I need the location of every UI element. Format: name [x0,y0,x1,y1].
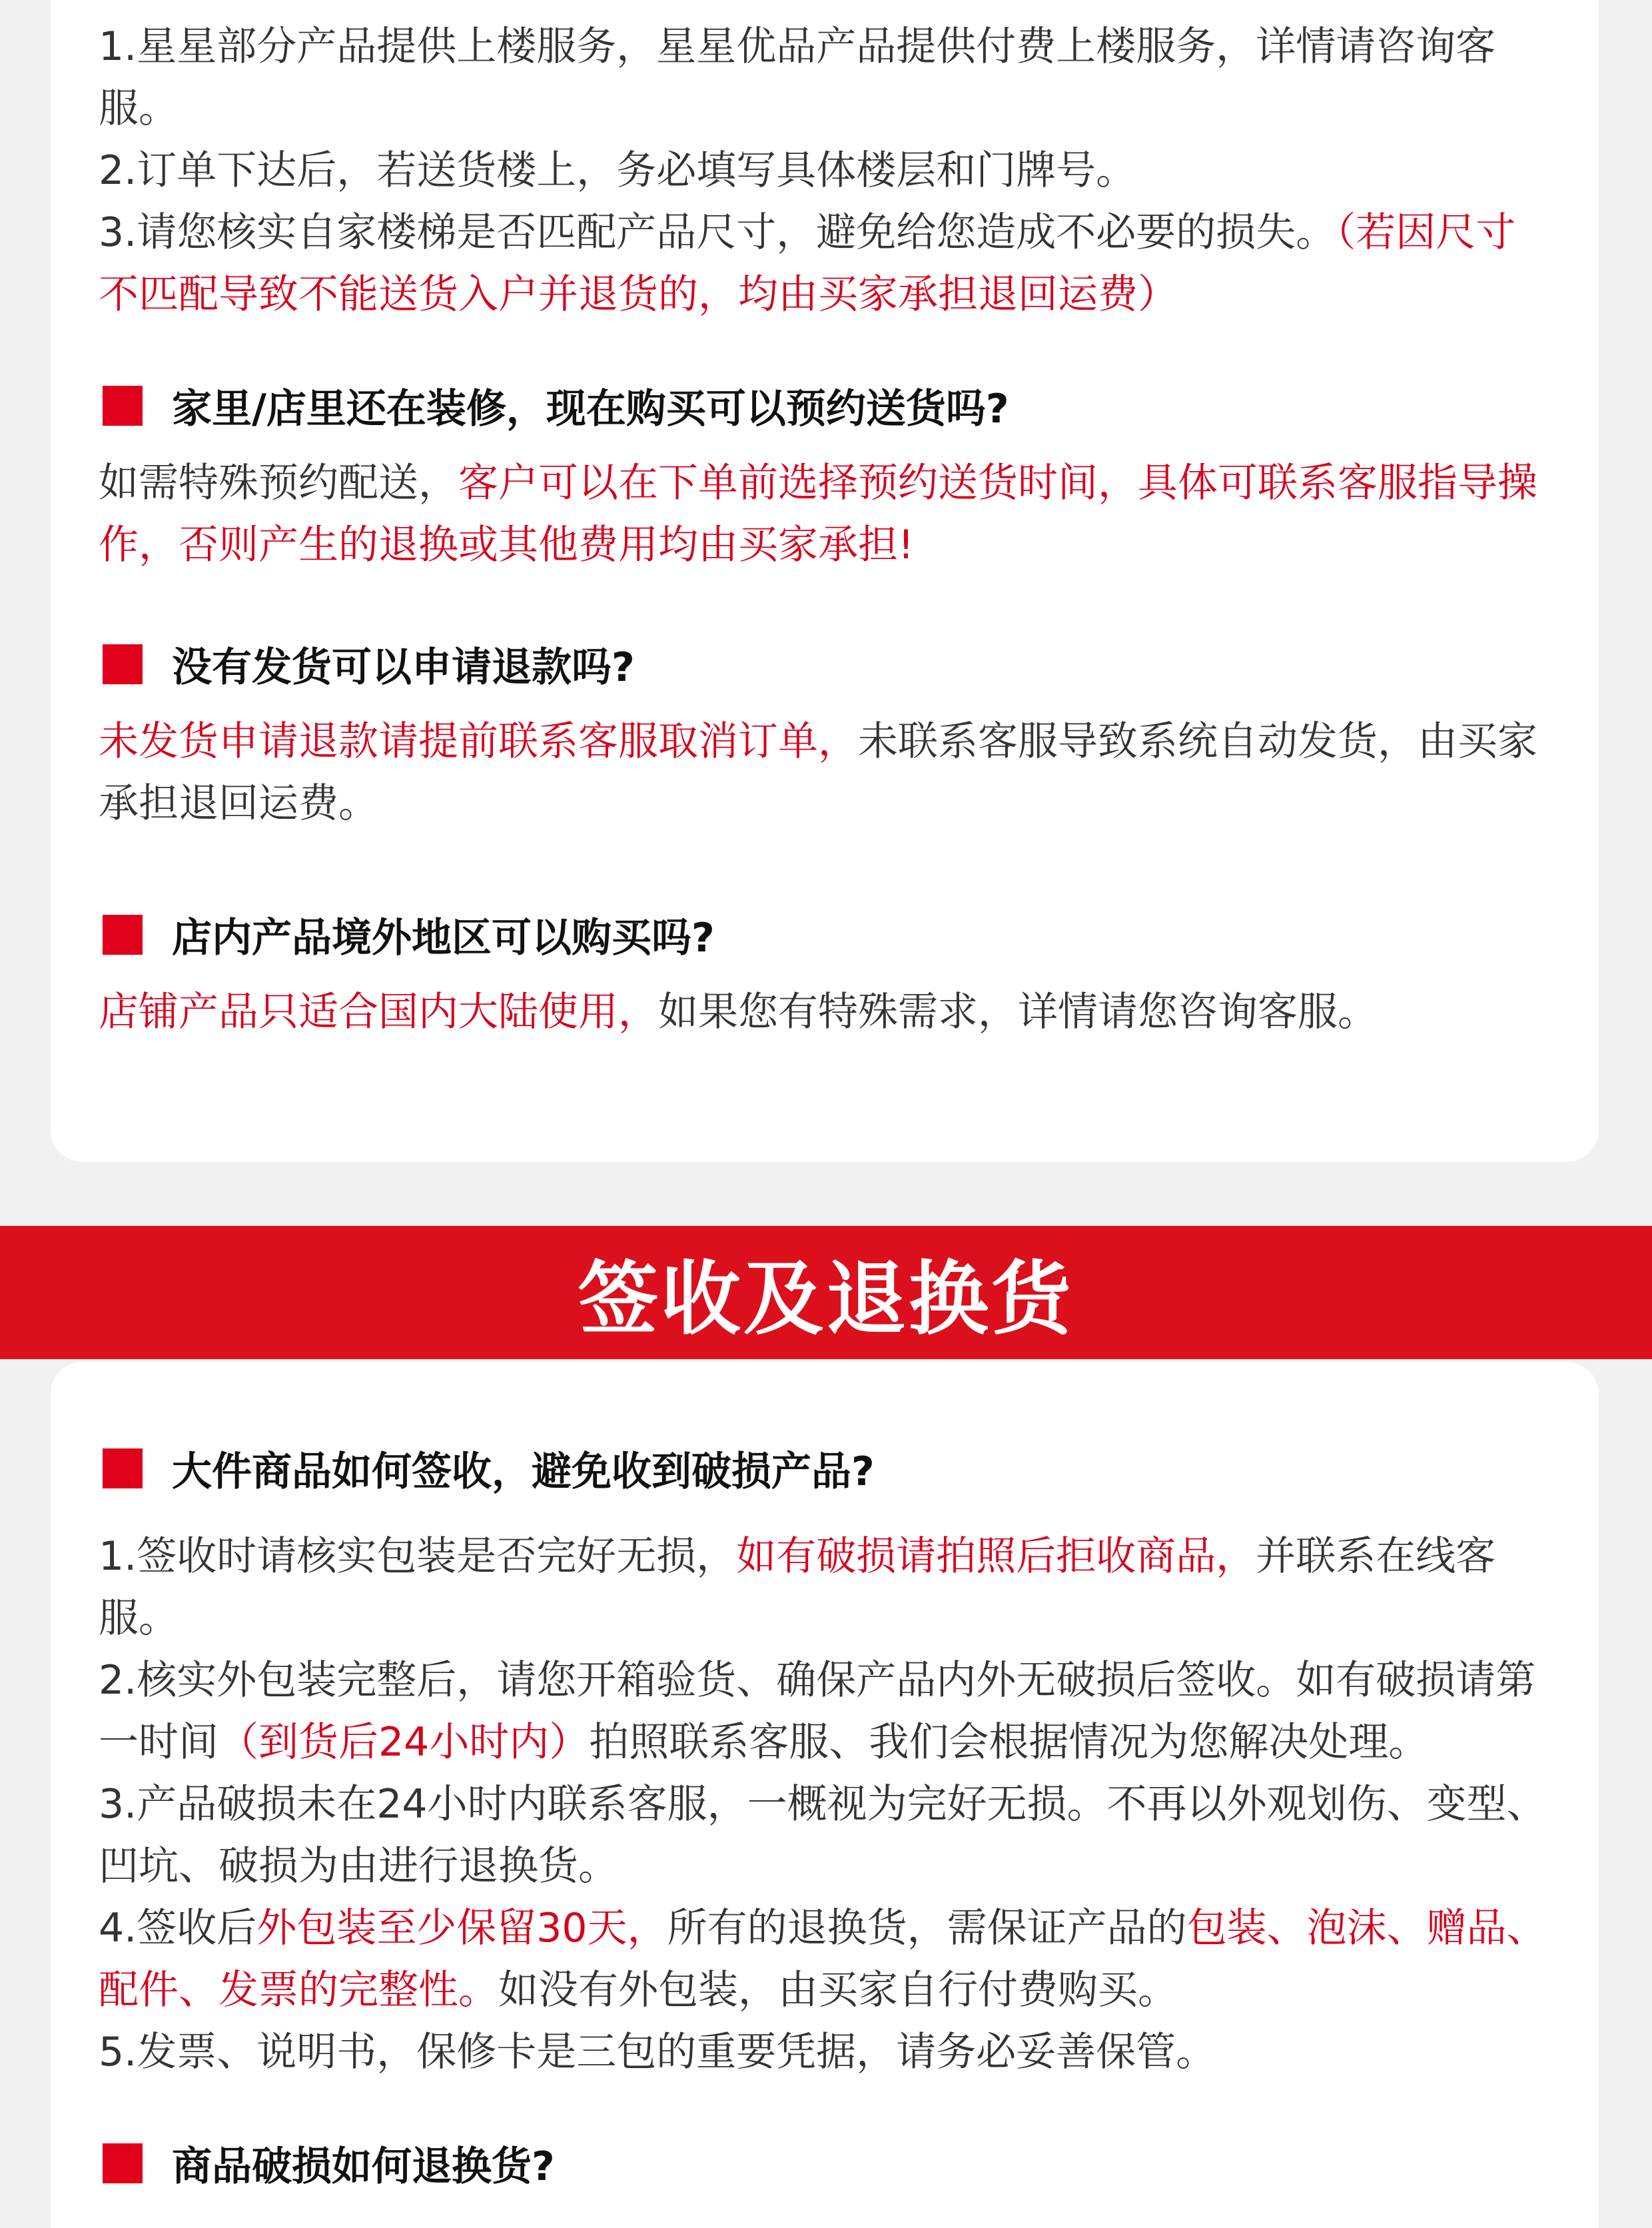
intro-line-3 [99,202,1555,326]
sign-line-1-a: 1.签收时请核实包装是否完好无损， [99,1533,737,1580]
section-banner [0,1226,1652,1359]
sign-line-4-e: 如没有外包装，由买家自行付费购买。 [498,1967,1178,2013]
sign-line-1-b: 如有破损请拍照后拒收商品， [736,1533,1256,1580]
sign-line-2-a: 2.核实外包装完整后，请您开箱验货、确保产品内外无破损后签收。如有破损请第一时间 [99,1657,1536,1766]
answer-normal: 如需特殊预约配送， [99,460,458,506]
question-title: 大件商品如何签收，避免收到破损产品? [172,1448,875,1495]
sign-line-4-c: 所有的退换货，需保证产品的 [667,1905,1187,1951]
red-square-icon [103,2143,143,2183]
faq-card-bottom [51,1362,1599,2228]
question-title: 店内产品境外地区可以购买吗? [172,915,715,961]
sign-line-5: 5.发票、说明书，保修卡是三包的重要凭据，请务必妥善保管。 [99,2029,1216,2075]
sign-line-4-a: 4.签收后 [99,1905,257,1951]
red-square-icon [103,1448,143,1488]
sign-line-4 [99,1898,1555,2021]
intro-line-2: 2.订单下达后，若送货楼上，务必填写具体楼层和门牌号。 [99,147,1136,194]
answer-text [99,981,1555,1043]
sign-line-2-b: （到货后24小时内） [218,1719,590,1766]
sign-line-2 [99,1650,1555,1774]
answer-normal: 未联系客服导致系统自动发货，由买家承担退回运费。 [99,718,1537,827]
sign-line-4-d: 包装、泡沫、赠品、配件、发票的完整性。 [99,1905,1547,2013]
answer-highlight: 未发货申请退款请提前联系客服取消订单， [99,718,858,765]
question-heading [99,901,1555,968]
red-square-icon [103,644,143,684]
sign-line-2-c: 拍照联系客服、我们会根据情况为您解决处理。 [589,1719,1429,1766]
answer-highlight: 店铺产品只适合国内大陆使用， [99,989,658,1035]
answer-text [99,711,1555,835]
banner-title: 签收及退换货 [578,1253,1074,1346]
question-heading [99,372,1555,439]
sign-line-1 [99,1526,1555,1650]
intro-line-3-text: 3.请您核实自家楼梯是否匹配产品尺寸，避免给您造成不必要的损失。 [99,209,1336,256]
question-heading [99,1435,1555,1502]
question-heading [99,2130,1555,2197]
question-title: 没有发货可以申请退款吗? [172,644,635,691]
question-title: 家里/店里还在装修，现在购买可以预约送货吗? [172,386,1009,432]
intro-line-1: 1.星星部分产品提供上楼服务，星星优品产品提供付费上楼服务，详情请咨询客服。 [99,23,1496,132]
answer-text [99,452,1555,576]
answer-normal: 如果您有特殊需求，详情请您咨询客服。 [658,989,1378,1035]
sign-line-3: 3.产品破损未在24小时内联系客服，一概视为完好无损。不再以外观划伤、变型、凹坑、破损为由进行退换货。 [99,1781,1547,1890]
red-square-icon [103,386,143,426]
question-heading [99,631,1555,698]
sign-line-1-c: 并联系在线客服。 [99,1533,1496,1642]
intro-line-3-note: （若因尺寸不匹配导致不能送货入户并退货的，均由买家承担退回运费） [99,209,1516,318]
answer-highlight: 客户可以在下单前选择预约送货时间，具体可联系客服指导操作，否则产生的退换或其他费用均由买家承担! [99,460,1537,568]
red-square-icon [103,915,143,955]
faq-card-top [51,0,1599,1162]
question-title: 商品破损如何退换货? [172,2143,555,2190]
sign-line-4-b: 外包装至少保留30天， [256,1905,667,1951]
